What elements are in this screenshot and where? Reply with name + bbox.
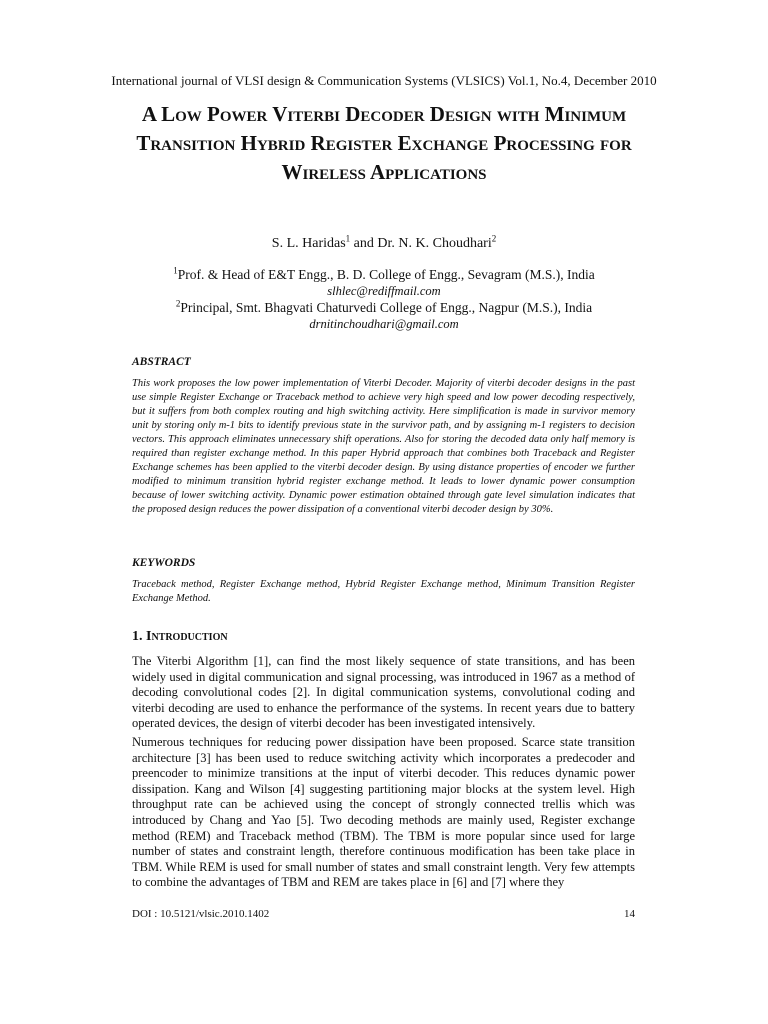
affiliation-2-text: Principal, Smt. Bhagvati Chaturvedi College of Engg., Nagpur (M.S.), India: [180, 300, 593, 315]
introduction-heading: [132, 629, 228, 645]
affiliation-1-email: slhlec@rediffmail.com: [327, 284, 441, 298]
author-line: [0, 233, 768, 252]
keywords-text: Traceback method, Register Exchange method, Hybrid Register Exchange method, Minimum Transition Register Exchange Method.: [132, 579, 635, 604]
page-number: 14: [624, 908, 635, 920]
author-1-superscript: 1: [345, 233, 351, 244]
abstract-heading: ABSTRACT: [132, 356, 191, 368]
paragraph-text: Numerous techniques for reducing power dissipation have been proposed. Scarce state transition architecture [3] has been used to reduce switching activity which incorporates a predecoder and preencoder to minimize transitions at the input of viterbi decoder. This reduces dynamic power dissipation. Kang and Wilson [4] suggesting partitioning major blocks at the system level. High throughput rate can be achieved using the concept of strongly connected trellis which was introduced by Chang and Yao [5]. Two decoding methods are mainly used, Register exchange method (REM) and Traceback method (TBM). The TBM is more popular since used for large number of states and constraint length, therefore continuous modification has been take place in TBM. While REM is used for small number of states and small constraint length. Very few attempts to combine the advantages of TBM and REM are takes place in [6] and [7] where they: [132, 735, 635, 890]
abstract-text: This work proposes the low power implementation of Viterbi Decoder. Majority of viterbi decoder designs in the past use simple Register Exchange or Traceback method to achieve very high speed and low power decoding respectively, but it suffers from both complex routing and high switching activity. Here simplification is made in survivor memory unit by storing only m-1 bits to identify previous state in the survivor path, and by assigning m-1 registers to decision vectors. This approach eliminates unnecessary shift operations. Also for storing the decoded data only half memory is required than register exchange method. In this paper Hybrid approach that combines both Traceback and Register Exchange schemes has been applied to the viterbi decoder design. By using distance properties of encoder we further modified to minimum transition hybrid register exchange method. It leads to lower dynamic power consumption because of lower switching activity. Dynamic power estimation obtained through gate level simulation indicates that the proposed design reduces the power dissipation of a conventional viterbi decoder design by 30%.: [132, 378, 635, 515]
paper-title: A Low Power Viterbi Decoder Design with Minimum Transition Hybrid Register Exchange Processing for Wireless Applications: [136, 102, 632, 184]
affiliation-1: [0, 267, 768, 283]
affiliation-1-text: Prof. & Head of E&T Engg., B. D. College of Engg., Sevagram (M.S.), India: [177, 267, 595, 282]
author-2-superscript: 2: [491, 233, 497, 244]
journal-header: International journal of VLSI design & Communication Systems (VLSICS) Vol.1, No.4, December 2010: [111, 73, 657, 88]
introduction-paragraph-2: [132, 735, 635, 891]
author-1-name: S. L. Haridas: [271, 236, 346, 251]
doi-label: DOI : 10.5121/vlsic.2010.1402: [132, 908, 270, 920]
affiliation-2: [0, 300, 768, 316]
introduction-title: Introduction: [146, 629, 228, 644]
affiliation-1-superscript: 1: [173, 265, 178, 276]
author-connector: and: [350, 236, 378, 251]
introduction-paragraph-1: [132, 654, 635, 732]
introduction-number: 1.: [132, 629, 143, 644]
affiliation-2-superscript: 2: [175, 298, 181, 309]
keywords-heading: KEYWORDS: [132, 557, 196, 569]
author-2-name: Dr. N. K. Choudhari: [377, 236, 492, 251]
affiliation-2-email: drnitinchoudhari@gmail.com: [309, 317, 459, 331]
paragraph-text: The Viterbi Algorithm [1], can find the most likely sequence of state transitions, and has been widely used in digital communication and signal processing, was introduced in 1967 as a method of decoding convolutional codes [2]. In digital communication systems, convolutional coding and viterbi decoding are used to enhance the performance of the systems. In recent years due to battery operated devices, the design of viterbi decoder has been investigated intensively.: [132, 654, 635, 731]
